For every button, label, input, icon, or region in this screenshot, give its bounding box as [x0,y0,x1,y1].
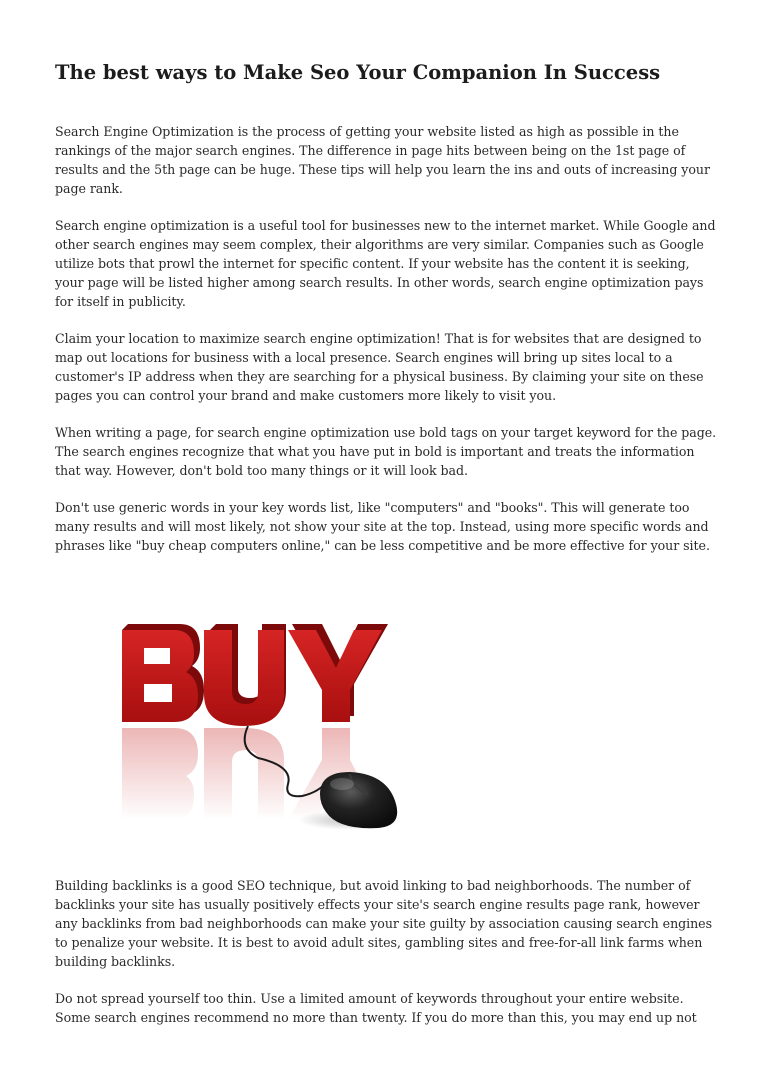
letter-b [122,624,204,722]
body-text-bottom [55,876,720,1045]
letter-y [288,624,388,722]
paragraph: Do not spread yourself too thin. Use a limited amount of keywords throughout your entire website. Some search engines recommend no more than twenty. If you do more than this, you may end up not [55,991,697,1025]
paragraph: Building backlinks is a good SEO technique, but avoid linking to bad neighborhoods. The number of backlinks your site has usually positively effects your site's search engine results page rank, however any backlinks from bad neighborhoods can make your site guilty by association causing search engines to penalize your website. It is best to avoid adult sites, gambling sites and free-for-all link farms when building backlinks. [55,878,712,969]
paragraph: Don't use generic words in your key words list, like "computers" and "books". This will generate too many results and will most likely, not show your site at the top. Instead, using more specific words and phrases like "buy cheap computers online," can be less competitive and be more effective for your site. [55,500,710,553]
letter-u [204,624,286,726]
paragraph: Search engine optimization is a useful tool for businesses new to the internet market. While Google and other search engines may seem complex, their algorithms are very similar. Companies such as Google utilize bots that prowl the internet for specific content. If your website has the content it is seeking, your page will be listed higher among search results. In other words, search engine optimization pays for itself in publicity. [55,218,716,309]
paragraph: Claim your location to maximize search engine optimization! That is for websites that are designed to map out locations for business with a local presence. Search engines will bring up sites local to a customer's IP address when they are searching for a physical business. By claiming your site on these pages you can control your brand and make customers more likely to visit you. [55,331,704,403]
paragraph: Search Engine Optimization is the process of getting your website listed as high as possible in the rankings of the major search engines. The difference in page hits between being on the 1st page of results and the 5th page can be huge. These tips will help you learn the ins and outs of increasing your page rank. [55,124,710,196]
document-title: The best ways to Make Seo Your Companion In Success [55,61,661,84]
paragraph: When writing a page, for search engine optimization use bold tags on your target keyword for the page. The search engines recognize that what you have put in bold is important and treats the information that way. However, don't bold too many things or it will look bad. [55,425,717,478]
body-text-top [55,122,720,573]
buy-mouse-illustration [88,598,428,848]
buy-word [122,624,388,726]
